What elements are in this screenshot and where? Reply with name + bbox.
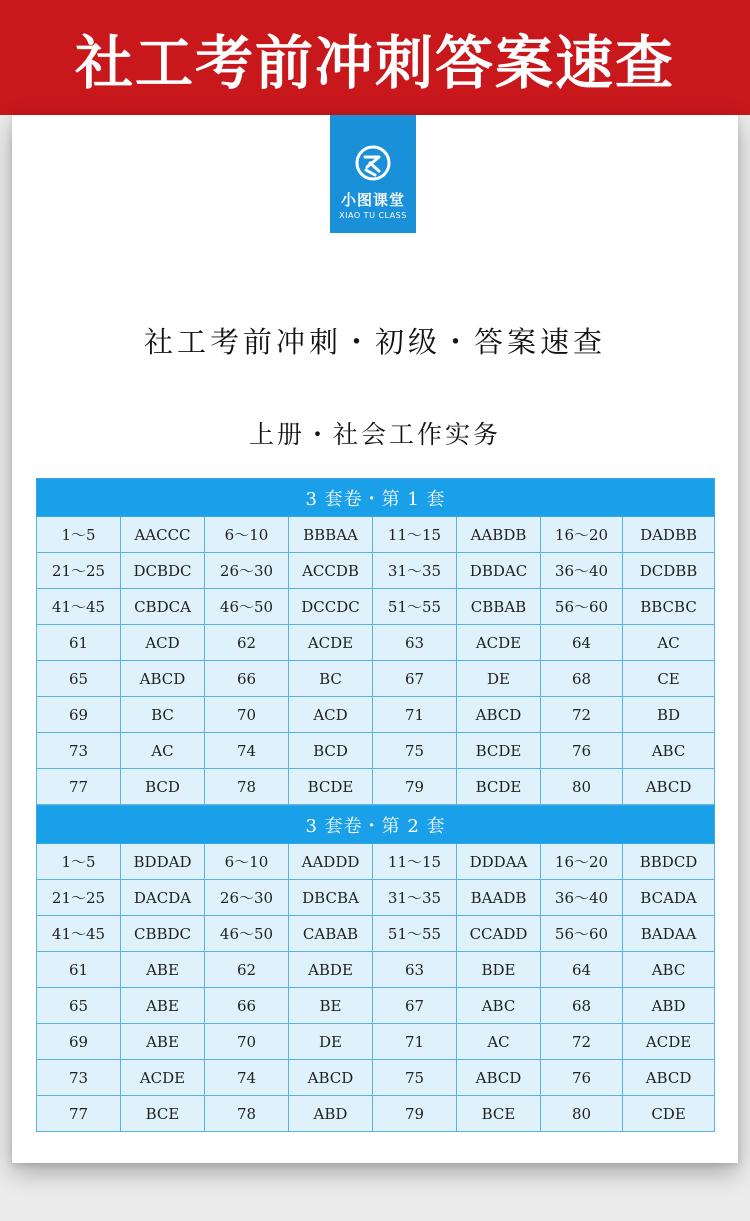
question-number-cell: 11～15: [373, 844, 457, 880]
answer-cell: BDE: [457, 952, 541, 988]
question-number-cell: 72: [541, 697, 623, 733]
answer-cell: ABCD: [457, 697, 541, 733]
answer-cell: BCADA: [623, 880, 715, 916]
question-number-cell: 36～40: [541, 880, 623, 916]
question-number-cell: 36～40: [541, 553, 623, 589]
question-number-cell: 66: [205, 661, 289, 697]
question-number-cell: 73: [37, 1060, 121, 1096]
document-title: 社工考前冲刺・初级・答案速查: [143, 325, 606, 359]
question-number-cell: 70: [205, 697, 289, 733]
table-row: [37, 661, 715, 697]
answer-cell: CBBDC: [121, 916, 205, 952]
answer-cell: BCE: [457, 1096, 541, 1132]
answer-cell: BDDAD: [121, 844, 205, 880]
question-number-cell: 26～30: [205, 553, 289, 589]
table-row: [37, 733, 715, 769]
answer-cell: AADDD: [289, 844, 373, 880]
answer-cell: CCADD: [457, 916, 541, 952]
question-number-cell: 65: [37, 988, 121, 1024]
question-number-cell: 51～55: [373, 589, 457, 625]
answer-cell: BCD: [289, 733, 373, 769]
question-number-cell: 16～20: [541, 517, 623, 553]
answer-cell: DCCDC: [289, 589, 373, 625]
question-number-cell: 56～60: [541, 916, 623, 952]
top-banner: [0, 0, 750, 115]
question-number-cell: 74: [205, 1060, 289, 1096]
table-row: [37, 1024, 715, 1060]
table-row: [37, 625, 715, 661]
table-row: [37, 589, 715, 625]
question-number-cell: 75: [373, 1060, 457, 1096]
question-number-cell: 77: [37, 769, 121, 805]
question-number-cell: 21～25: [37, 553, 121, 589]
table-row: [37, 697, 715, 733]
table-row: [37, 1060, 715, 1096]
question-number-cell: 26～30: [205, 880, 289, 916]
question-number-cell: 68: [541, 988, 623, 1024]
answer-cell: ACDE: [457, 625, 541, 661]
table-row: [37, 517, 715, 553]
set-2-body: [37, 844, 715, 1132]
question-number-cell: 64: [541, 625, 623, 661]
answer-cell: ABCD: [121, 661, 205, 697]
answer-cell: BBBAA: [289, 517, 373, 553]
answer-cell: DBDAC: [457, 553, 541, 589]
answer-cell: ACDE: [289, 625, 373, 661]
question-number-cell: 6～10: [205, 844, 289, 880]
set-1-header: 3 套卷・第 1 套: [37, 479, 715, 517]
answer-cell: AC: [457, 1024, 541, 1060]
logo-english-text: XIAO TU CLASS: [339, 211, 407, 220]
question-number-cell: 63: [373, 952, 457, 988]
answer-tables: [36, 478, 710, 1132]
question-number-cell: 61: [37, 952, 121, 988]
answer-cell: ABE: [121, 988, 205, 1024]
answer-cell: AC: [623, 625, 715, 661]
logo-mark-icon: [353, 143, 393, 183]
answer-cell: ACCDB: [289, 553, 373, 589]
answer-cell: ACD: [289, 697, 373, 733]
question-number-cell: 80: [541, 1096, 623, 1132]
table-row: [37, 1096, 715, 1132]
question-number-cell: 63: [373, 625, 457, 661]
question-number-cell: 79: [373, 1096, 457, 1132]
question-number-cell: 51～55: [373, 916, 457, 952]
question-number-cell: 41～45: [37, 589, 121, 625]
question-number-cell: 41～45: [37, 916, 121, 952]
question-number-cell: 11～15: [373, 517, 457, 553]
question-number-cell: 61: [37, 625, 121, 661]
answer-cell: BCD: [121, 769, 205, 805]
question-number-cell: 46～50: [205, 916, 289, 952]
question-number-cell: 66: [205, 988, 289, 1024]
question-number-cell: 67: [373, 661, 457, 697]
answer-cell: BCDE: [289, 769, 373, 805]
question-number-cell: 31～35: [373, 553, 457, 589]
question-number-cell: 62: [205, 625, 289, 661]
answer-cell: CBDCA: [121, 589, 205, 625]
answer-cell: CE: [623, 661, 715, 697]
answer-cell: BD: [623, 697, 715, 733]
question-number-cell: 69: [37, 697, 121, 733]
answer-cell: DE: [457, 661, 541, 697]
question-number-cell: 79: [373, 769, 457, 805]
answer-cell: ABDE: [289, 952, 373, 988]
answer-cell: BE: [289, 988, 373, 1024]
answer-table-set-1: [36, 478, 715, 805]
answer-cell: DE: [289, 1024, 373, 1060]
answer-cell: ACDE: [623, 1024, 715, 1060]
question-number-cell: 67: [373, 988, 457, 1024]
question-number-cell: 69: [37, 1024, 121, 1060]
question-number-cell: 74: [205, 733, 289, 769]
question-number-cell: 76: [541, 733, 623, 769]
answer-cell: ABC: [623, 952, 715, 988]
answer-cell: BCDE: [457, 769, 541, 805]
question-number-cell: 71: [373, 697, 457, 733]
question-number-cell: 21～25: [37, 880, 121, 916]
answer-cell: DBCBA: [289, 880, 373, 916]
answer-cell: BCDE: [457, 733, 541, 769]
answer-cell: AACCC: [121, 517, 205, 553]
table-row: [37, 769, 715, 805]
question-number-cell: 56～60: [541, 589, 623, 625]
table-row: [37, 952, 715, 988]
answer-cell: CBBAB: [457, 589, 541, 625]
logo-chinese-text: 小图课堂: [340, 191, 405, 209]
answer-cell: ABCD: [623, 769, 715, 805]
answer-cell: CABAB: [289, 916, 373, 952]
table-row: [37, 916, 715, 952]
answer-table-set-2: [36, 805, 715, 1132]
question-number-cell: 62: [205, 952, 289, 988]
question-number-cell: 1～5: [37, 844, 121, 880]
set-1-body: [37, 517, 715, 805]
question-number-cell: 46～50: [205, 589, 289, 625]
answer-cell: ABE: [121, 952, 205, 988]
answer-cell: ABCD: [289, 1060, 373, 1096]
answer-cell: ABE: [121, 1024, 205, 1060]
question-number-cell: 77: [37, 1096, 121, 1132]
question-number-cell: 31～35: [373, 880, 457, 916]
answer-cell: ABCD: [457, 1060, 541, 1096]
question-number-cell: 65: [37, 661, 121, 697]
question-number-cell: 78: [205, 769, 289, 805]
answer-cell: AABDB: [457, 517, 541, 553]
answer-cell: BADAA: [623, 916, 715, 952]
answer-cell: BC: [121, 697, 205, 733]
answer-cell: ABD: [623, 988, 715, 1024]
answer-cell: BBDCD: [623, 844, 715, 880]
answer-cell: DCDBB: [623, 553, 715, 589]
document-subtitle: 上册・社会工作实务: [248, 420, 501, 449]
table-row: [37, 844, 715, 880]
answer-cell: BAADB: [457, 880, 541, 916]
banner-title: 社工考前冲刺答案速查: [74, 28, 675, 97]
answer-cell: DADBB: [623, 517, 715, 553]
question-number-cell: 75: [373, 733, 457, 769]
question-number-cell: 1～5: [37, 517, 121, 553]
question-number-cell: 78: [205, 1096, 289, 1132]
answer-cell: ABC: [457, 988, 541, 1024]
answer-cell: ACDE: [121, 1060, 205, 1096]
question-number-cell: 70: [205, 1024, 289, 1060]
question-number-cell: 68: [541, 661, 623, 697]
table-row: [37, 880, 715, 916]
answer-cell: ACD: [121, 625, 205, 661]
answer-cell: BBCBC: [623, 589, 715, 625]
answer-cell: ABD: [289, 1096, 373, 1132]
question-number-cell: 16～20: [541, 844, 623, 880]
answer-cell: ABC: [623, 733, 715, 769]
answer-cell: BC: [289, 661, 373, 697]
answer-cell: DDDAA: [457, 844, 541, 880]
answer-cell: CDE: [623, 1096, 715, 1132]
answer-cell: DACDA: [121, 880, 205, 916]
question-number-cell: 73: [37, 733, 121, 769]
question-number-cell: 64: [541, 952, 623, 988]
question-number-cell: 6～10: [205, 517, 289, 553]
answer-cell: DCBDC: [121, 553, 205, 589]
question-number-cell: 71: [373, 1024, 457, 1060]
brand-logo: [330, 115, 416, 233]
answer-cell: AC: [121, 733, 205, 769]
answer-cell: BCE: [121, 1096, 205, 1132]
question-number-cell: 72: [541, 1024, 623, 1060]
table-row: [37, 988, 715, 1024]
table-row: [37, 553, 715, 589]
question-number-cell: 80: [541, 769, 623, 805]
set-2-header: 3 套卷・第 2 套: [37, 806, 715, 844]
question-number-cell: 76: [541, 1060, 623, 1096]
answer-cell: ABCD: [623, 1060, 715, 1096]
